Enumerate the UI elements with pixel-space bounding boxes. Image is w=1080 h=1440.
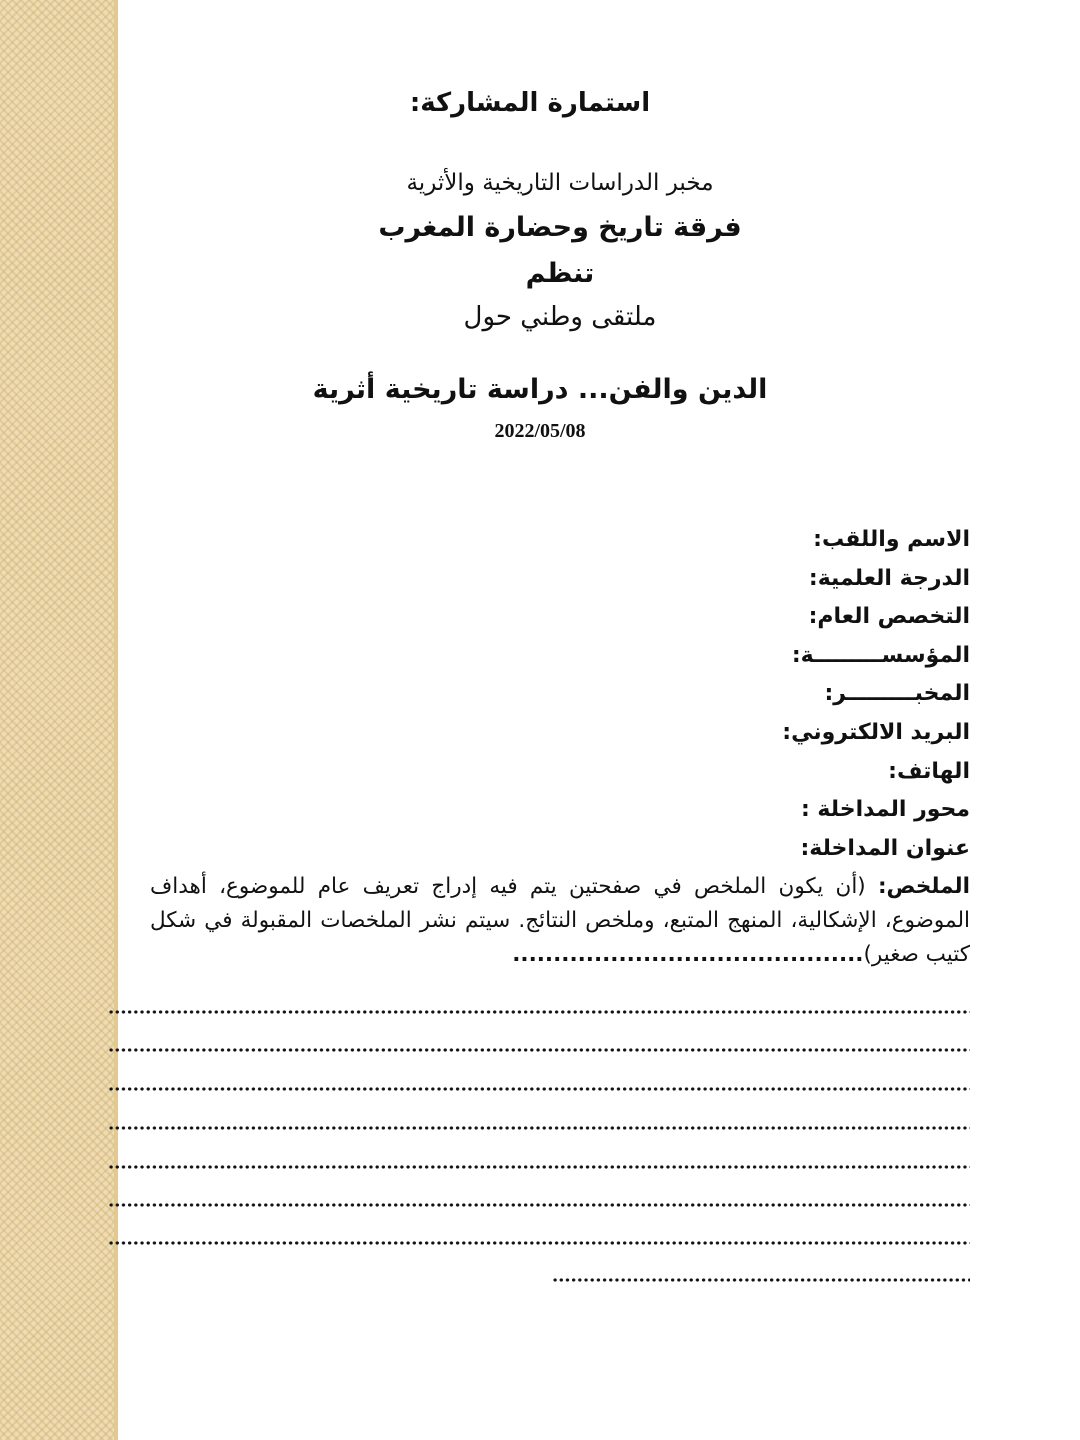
team-name: فرقة تاريخ وحضارة المغرب bbox=[378, 212, 742, 243]
field-degree: الدرجة العلمية: bbox=[808, 565, 970, 591]
forum-label: ملتقى وطني حول bbox=[463, 302, 657, 332]
field-laboratory: المخبـــــــــر: bbox=[824, 681, 970, 707]
dotted-line bbox=[108, 1047, 970, 1053]
dotted-line bbox=[108, 1240, 970, 1246]
lab-name: مخبر الدراسات التاريخية والأثرية bbox=[406, 170, 714, 196]
dotted-line bbox=[108, 1164, 970, 1170]
organizes-label: تنظم bbox=[525, 258, 595, 289]
abstract-text: (أن يكون الملخص في صفحتين يتم فيه إدراج تعريف عام للموضوع، أهداف الموضوع، الإشكالية، المنهج المتبع، وملخص النتائج. سيتم نشر الملخصات المقبولة في شكل كتيب صغير) bbox=[150, 874, 970, 967]
decorative-side-border bbox=[0, 0, 118, 1440]
field-institution: المؤسســـــــــة: bbox=[791, 642, 970, 668]
dotted-line bbox=[108, 1009, 970, 1015]
form-title: استمارة المشاركة: bbox=[409, 88, 651, 118]
field-title: عنوان المداخلة: bbox=[800, 835, 970, 861]
dotted-line bbox=[108, 1202, 970, 1208]
dotted-line bbox=[108, 1125, 970, 1131]
participant-fields bbox=[782, 522, 970, 869]
field-axis: محور المداخلة : bbox=[800, 797, 970, 823]
forum-date: 2022/05/08 bbox=[494, 420, 586, 442]
abstract-label: الملخص: bbox=[877, 874, 970, 899]
abstract-paragraph bbox=[150, 870, 970, 972]
dotted-line bbox=[108, 1086, 970, 1092]
field-name: الاسم واللقب: bbox=[813, 527, 970, 552]
field-email: البريد الالكتروني: bbox=[782, 719, 970, 745]
abstract-trailing-dots: ........................................... bbox=[512, 942, 864, 967]
forum-theme: الدين والفن... دراسة تاريخية أثرية bbox=[312, 374, 768, 405]
field-phone: الهاتف: bbox=[888, 758, 970, 784]
dotted-line bbox=[552, 1277, 970, 1283]
field-specialty: التخصص العام: bbox=[808, 604, 970, 630]
